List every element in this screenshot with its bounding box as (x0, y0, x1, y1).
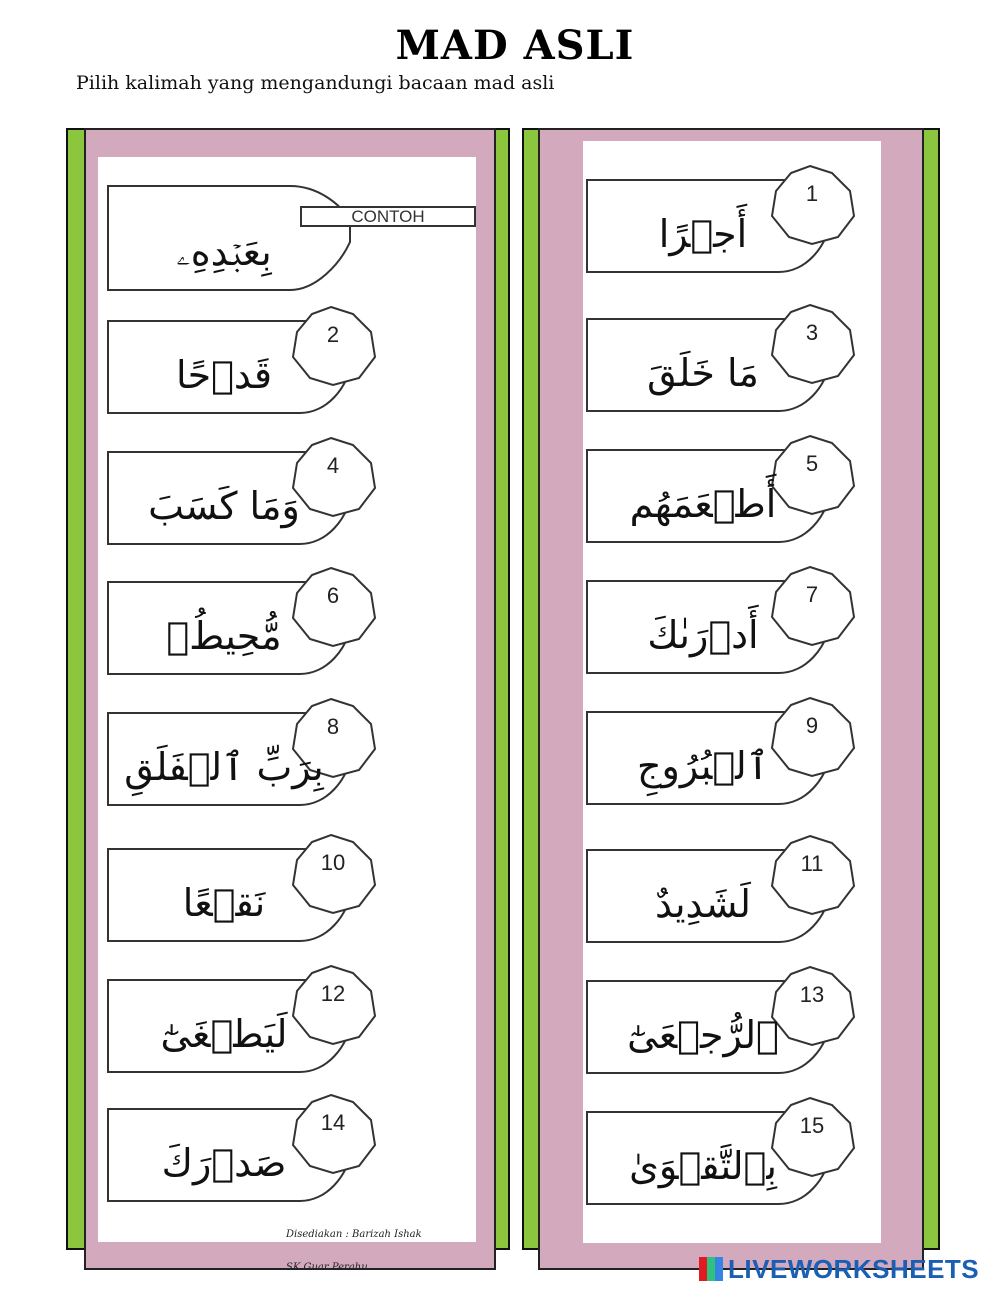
answer-cell[interactable] (583, 434, 883, 546)
arabic-word: قَدۡحًا (176, 353, 272, 397)
credit-school: SK Guar Perahu (286, 1262, 368, 1273)
answer-cell[interactable] (104, 964, 404, 1076)
item-number: 9 (805, 713, 819, 738)
answer-cell[interactable] (104, 1093, 404, 1205)
answer-cell[interactable] (104, 566, 404, 678)
answer-cell[interactable] (583, 965, 883, 1077)
example-cell (104, 182, 425, 294)
item-number: 4 (326, 453, 340, 478)
arabic-word: مُّحِيطُۢ (166, 614, 282, 658)
page-title: MAD ASLI (395, 22, 635, 69)
arabic-word: صَدۡرَكَ (161, 1141, 287, 1185)
item-number: 3 (805, 320, 819, 345)
answer-cell[interactable] (104, 436, 404, 548)
item-number: 10 (320, 850, 346, 875)
example-label: CONTOH (300, 206, 476, 227)
arabic-word: نَقۡعًا (182, 881, 266, 925)
liveworksheets-logo[interactable] (698, 1254, 979, 1284)
arabic-word: أَجۡرًا (658, 212, 748, 256)
arabic-word: بِرَبِّ ٱلۡفَلَقِ (124, 745, 324, 789)
answer-cell[interactable] (104, 697, 404, 809)
arabic-word: ٱلۡبُرُوجِ (637, 744, 769, 788)
arabic-word: لَيَطۡغَىٰٓ (160, 1012, 288, 1056)
arabic-word: أَدۡرَىٰكَ (647, 613, 759, 657)
answer-cell[interactable] (104, 305, 404, 417)
item-number: 8 (326, 714, 340, 739)
answer-cell[interactable] (583, 696, 883, 808)
item-number: 6 (326, 583, 340, 608)
instruction-text: Pilih kalimah yang mengandungi bacaan mad asli (76, 72, 555, 94)
item-number: 13 (799, 982, 825, 1007)
item-number: 11 (800, 851, 824, 876)
example-word: بِعَبۡدِهِۦ (176, 230, 272, 274)
item-number: 7 (805, 582, 819, 607)
answer-cell[interactable] (583, 303, 883, 415)
item-number: 5 (805, 451, 819, 476)
arabic-word: بِٱلتَّقۡوَىٰ (629, 1144, 777, 1188)
arabic-word: وَمَا كَسَبَ (148, 484, 300, 528)
answer-cell[interactable] (104, 833, 404, 945)
answer-cell[interactable] (583, 1096, 883, 1208)
item-number: 1 (805, 181, 819, 206)
answer-cell[interactable] (583, 834, 883, 946)
arabic-word: مَا خَلَقَ (647, 351, 759, 395)
item-number: 14 (320, 1110, 346, 1135)
item-number: 12 (320, 981, 346, 1006)
arabic-word: لَشَدِيدٌ (655, 882, 751, 926)
arabic-word: ٱلرُّجۡعَىٰٓ (627, 1013, 779, 1057)
item-number: 15 (799, 1113, 825, 1138)
item-number: 2 (326, 322, 340, 347)
answer-cell[interactable] (583, 164, 883, 276)
liveworksheets-mark-icon (698, 1256, 724, 1282)
liveworksheets-wordmark: LIVEWORKSHEETS (728, 1253, 980, 1284)
answer-cell[interactable] (583, 565, 883, 677)
arabic-word: أَطۡعَمَهُم (629, 482, 777, 526)
credit-prepared-by: Disediakan : Barizah Ishak (286, 1229, 422, 1240)
